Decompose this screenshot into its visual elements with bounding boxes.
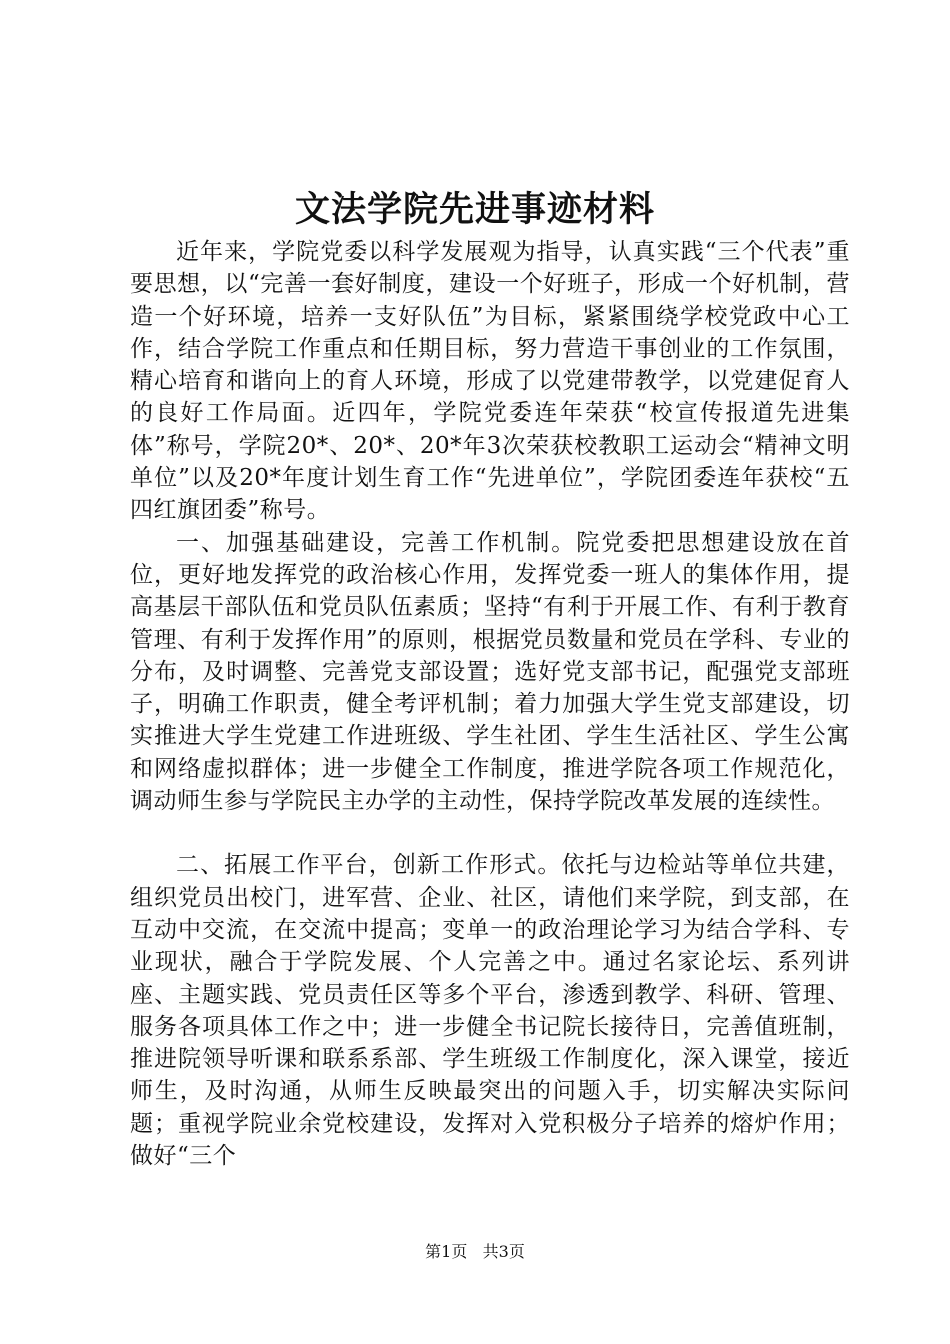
document-body: [130, 236, 850, 1172]
paragraph-section-two: 二、拓展工作平台，创新工作形式。依托与边检站等单位共建，组织党员出校门，进军营、企业、社区，请他们来学院，到支部，在互动中交流，在交流中提高；变单一的政治理论学习为结合学科、专业现状，融合于学院发展、个人完善之中。通过名家论坛、系列讲座、主题实践、党员责任区等多个平台，渗透到教学、科研、管理、服务各项具体工作之中；进一步健全书记院长接待日，完善值班制，推进院领导听课和联系系部、学生班级工作制度化，深入课堂，接近师生，及时沟通，从师生反映最突出的问题入手，切实解决实际问题；重视学院业余党校建设，发挥对入党积极分子培养的熔炉作用；做好“三个: [130, 852, 850, 1170]
paragraph-spacer: [130, 817, 850, 849]
paragraph-section-one: 一、加强基础建设，完善工作机制。院党委把思想建设放在首位，更好地发挥党的政治核心作用，发挥党委一班人的集体作用，提高基层干部队伍和党员队伍素质；坚持“有利于开展工作、有利于教育管理、有利于发挥作用”的原则，根据党员数量和党员在学科、专业的分布，及时调整、完善党支部设置；选好党支部书记，配强党支部班子，明确工作职责，健全考评机制；着力加强大学生党支部建设，切实推进大学生党建工作进班级、学生社团、学生生活社区、学生公寓和网络虚拟群体；进一步健全工作制度，推进学院各项工作规范化，调动师生参与学院民主办学的主动性，保持学院改革发展的连续性。: [130, 529, 850, 815]
document-title: 文法学院先进事迹材料: [294, 189, 655, 230]
page-number: 第1页: [425, 1242, 468, 1261]
paragraph-intro: 近年来，学院党委以科学发展观为指导，认真实践“三个代表”重要思想，以“完善一套好制度，建设一个好班子，形成一个好机制，营造一个好环境，培养一支好队伍”为目标，紧紧围绕学校党政中心工作，结合学院工作重点和任期目标，努力营造干事创业的工作氛围，精心培育和谐向上的育人环境，形成了以党建带教学，以党建促育人的良好工作局面。近四年，学院党委连年荣获“校宣传报道先进集体”称号，学院20*、20*、20*年3次荣获校教职工运动会“精神文明单位”以及20*年度计划生育工作“先进单位”，学院团委连年获校“五四红旗团委”称号。: [130, 239, 850, 524]
page-separator: [472, 1242, 477, 1261]
page-footer: [0, 1241, 950, 1263]
page-count: 共3页: [482, 1242, 525, 1261]
